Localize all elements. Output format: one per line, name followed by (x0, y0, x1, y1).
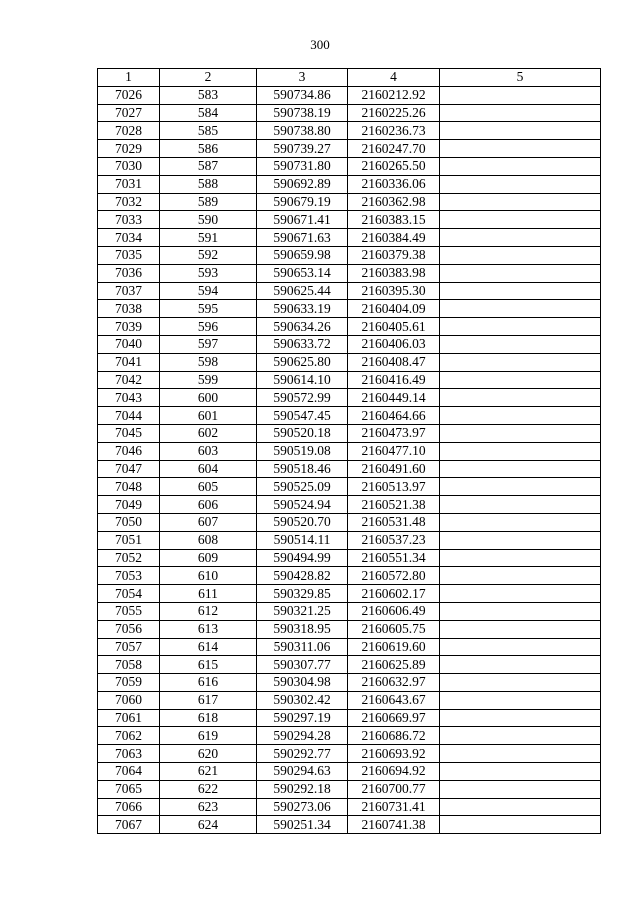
cell-y-coordinate: 2160336.06 (348, 175, 440, 193)
cell-note (440, 246, 601, 264)
cell-row-number: 7028 (98, 122, 160, 140)
cell-point-number: 619 (160, 727, 257, 745)
table-row (98, 549, 601, 567)
cell-note (440, 478, 601, 496)
cell-point-number: 586 (160, 140, 257, 158)
cell-y-coordinate: 2160693.92 (348, 745, 440, 763)
cell-point-number: 583 (160, 86, 257, 104)
cell-y-coordinate: 2160383.15 (348, 211, 440, 229)
cell-x-coordinate: 590294.28 (257, 727, 348, 745)
cell-point-number: 598 (160, 353, 257, 371)
table-row (98, 211, 601, 229)
cell-note (440, 620, 601, 638)
cell-row-number: 7058 (98, 656, 160, 674)
cell-note (440, 122, 601, 140)
cell-note (440, 300, 601, 318)
cell-row-number: 7065 (98, 780, 160, 798)
cell-point-number: 622 (160, 780, 257, 798)
cell-x-coordinate: 590738.80 (257, 122, 348, 140)
column-header-4: 4 (348, 69, 440, 87)
cell-row-number: 7047 (98, 460, 160, 478)
page-number: 300 (310, 37, 330, 52)
cell-point-number: 614 (160, 638, 257, 656)
cell-x-coordinate: 590520.18 (257, 424, 348, 442)
cell-y-coordinate: 2160731.41 (348, 798, 440, 816)
cell-note (440, 745, 601, 763)
cell-y-coordinate: 2160619.60 (348, 638, 440, 656)
column-header-3: 3 (257, 69, 348, 87)
cell-point-number: 611 (160, 585, 257, 603)
cell-row-number: 7042 (98, 371, 160, 389)
table-row (98, 140, 601, 158)
table-row (98, 353, 601, 371)
table-row (98, 460, 601, 478)
cell-point-number: 607 (160, 513, 257, 531)
cell-point-number: 618 (160, 709, 257, 727)
cell-point-number: 617 (160, 691, 257, 709)
cell-x-coordinate: 590524.94 (257, 496, 348, 514)
cell-y-coordinate: 2160537.23 (348, 531, 440, 549)
cell-row-number: 7038 (98, 300, 160, 318)
cell-point-number: 595 (160, 300, 257, 318)
cell-row-number: 7045 (98, 424, 160, 442)
cell-row-number: 7054 (98, 585, 160, 603)
cell-row-number: 7060 (98, 691, 160, 709)
table-row (98, 674, 601, 692)
cell-note (440, 193, 601, 211)
cell-point-number: 594 (160, 282, 257, 300)
cell-note (440, 104, 601, 122)
coordinates-table (97, 68, 601, 834)
cell-note (440, 229, 601, 247)
cell-x-coordinate: 590518.46 (257, 460, 348, 478)
cell-row-number: 7044 (98, 407, 160, 425)
cell-point-number: 584 (160, 104, 257, 122)
cell-x-coordinate: 590634.26 (257, 318, 348, 336)
cell-row-number: 7030 (98, 157, 160, 175)
cell-y-coordinate: 2160449.14 (348, 389, 440, 407)
cell-row-number: 7063 (98, 745, 160, 763)
table-row (98, 389, 601, 407)
cell-point-number: 585 (160, 122, 257, 140)
table-row (98, 157, 601, 175)
cell-y-coordinate: 2160625.89 (348, 656, 440, 674)
cell-note (440, 549, 601, 567)
cell-point-number: 615 (160, 656, 257, 674)
cell-y-coordinate: 2160265.50 (348, 157, 440, 175)
column-header-5: 5 (440, 69, 601, 87)
cell-row-number: 7034 (98, 229, 160, 247)
cell-note (440, 353, 601, 371)
cell-x-coordinate: 590329.85 (257, 585, 348, 603)
cell-x-coordinate: 590671.41 (257, 211, 348, 229)
table-row (98, 585, 601, 603)
cell-point-number: 602 (160, 424, 257, 442)
table-row (98, 86, 601, 104)
cell-point-number: 603 (160, 442, 257, 460)
cell-y-coordinate: 2160694.92 (348, 763, 440, 781)
cell-point-number: 605 (160, 478, 257, 496)
cell-x-coordinate: 590731.80 (257, 157, 348, 175)
cell-x-coordinate: 590653.14 (257, 264, 348, 282)
cell-x-coordinate: 590547.45 (257, 407, 348, 425)
table-row (98, 300, 601, 318)
cell-y-coordinate: 2160669.97 (348, 709, 440, 727)
cell-row-number: 7062 (98, 727, 160, 745)
cell-row-number: 7031 (98, 175, 160, 193)
cell-note (440, 798, 601, 816)
cell-point-number: 609 (160, 549, 257, 567)
table-row (98, 371, 601, 389)
cell-point-number: 593 (160, 264, 257, 282)
cell-row-number: 7057 (98, 638, 160, 656)
cell-point-number: 623 (160, 798, 257, 816)
cell-row-number: 7051 (98, 531, 160, 549)
cell-note (440, 407, 601, 425)
cell-x-coordinate: 590294.63 (257, 763, 348, 781)
table-row (98, 442, 601, 460)
table-row (98, 620, 601, 638)
cell-y-coordinate: 2160247.70 (348, 140, 440, 158)
cell-y-coordinate: 2160686.72 (348, 727, 440, 745)
cell-row-number: 7040 (98, 335, 160, 353)
cell-x-coordinate: 590514.11 (257, 531, 348, 549)
table-row (98, 763, 601, 781)
cell-row-number: 7053 (98, 567, 160, 585)
cell-x-coordinate: 590307.77 (257, 656, 348, 674)
cell-note (440, 424, 601, 442)
cell-row-number: 7037 (98, 282, 160, 300)
cell-point-number: 590 (160, 211, 257, 229)
cell-point-number: 600 (160, 389, 257, 407)
cell-x-coordinate: 590525.09 (257, 478, 348, 496)
cell-point-number: 596 (160, 318, 257, 336)
cell-x-coordinate: 590302.42 (257, 691, 348, 709)
cell-y-coordinate: 2160531.48 (348, 513, 440, 531)
cell-note (440, 691, 601, 709)
cell-x-coordinate: 590311.06 (257, 638, 348, 656)
cell-row-number: 7039 (98, 318, 160, 336)
cell-note (440, 727, 601, 745)
table-row (98, 691, 601, 709)
cell-note (440, 816, 601, 834)
table-row (98, 567, 601, 585)
table-row (98, 193, 601, 211)
cell-row-number: 7049 (98, 496, 160, 514)
cell-point-number: 616 (160, 674, 257, 692)
column-header-2: 2 (160, 69, 257, 87)
cell-point-number: 621 (160, 763, 257, 781)
cell-x-coordinate: 590739.27 (257, 140, 348, 158)
cell-y-coordinate: 2160362.98 (348, 193, 440, 211)
table-row (98, 122, 601, 140)
cell-row-number: 7035 (98, 246, 160, 264)
table-row (98, 798, 601, 816)
cell-x-coordinate: 590428.82 (257, 567, 348, 585)
cell-x-coordinate: 590321.25 (257, 602, 348, 620)
cell-x-coordinate: 590659.98 (257, 246, 348, 264)
cell-note (440, 335, 601, 353)
cell-x-coordinate: 590273.06 (257, 798, 348, 816)
cell-note (440, 264, 601, 282)
cell-note (440, 371, 601, 389)
cell-y-coordinate: 2160632.97 (348, 674, 440, 692)
table-row (98, 745, 601, 763)
cell-y-coordinate: 2160606.49 (348, 602, 440, 620)
cell-x-coordinate: 590494.99 (257, 549, 348, 567)
cell-point-number: 604 (160, 460, 257, 478)
column-header-1: 1 (98, 69, 160, 87)
cell-note (440, 585, 601, 603)
cell-note (440, 763, 601, 781)
cell-y-coordinate: 2160379.38 (348, 246, 440, 264)
cell-y-coordinate: 2160464.66 (348, 407, 440, 425)
table-row (98, 531, 601, 549)
cell-row-number: 7055 (98, 602, 160, 620)
cell-point-number: 587 (160, 157, 257, 175)
cell-row-number: 7050 (98, 513, 160, 531)
cell-x-coordinate: 590738.19 (257, 104, 348, 122)
cell-point-number: 599 (160, 371, 257, 389)
cell-note (440, 318, 601, 336)
table-row (98, 816, 601, 834)
cell-point-number: 613 (160, 620, 257, 638)
cell-x-coordinate: 590625.44 (257, 282, 348, 300)
table-row (98, 638, 601, 656)
table-row (98, 709, 601, 727)
cell-row-number: 7033 (98, 211, 160, 229)
table-row (98, 478, 601, 496)
table-row (98, 407, 601, 425)
cell-y-coordinate: 2160404.09 (348, 300, 440, 318)
cell-row-number: 7059 (98, 674, 160, 692)
table-row (98, 656, 601, 674)
cell-y-coordinate: 2160551.34 (348, 549, 440, 567)
cell-row-number: 7029 (98, 140, 160, 158)
cell-note (440, 638, 601, 656)
cell-row-number: 7046 (98, 442, 160, 460)
cell-note (440, 674, 601, 692)
cell-point-number: 591 (160, 229, 257, 247)
cell-note (440, 496, 601, 514)
cell-row-number: 7052 (98, 549, 160, 567)
cell-x-coordinate: 590633.72 (257, 335, 348, 353)
cell-x-coordinate: 590614.10 (257, 371, 348, 389)
cell-x-coordinate: 590304.98 (257, 674, 348, 692)
cell-row-number: 7056 (98, 620, 160, 638)
cell-note (440, 656, 601, 674)
table-row (98, 282, 601, 300)
cell-x-coordinate: 590671.63 (257, 229, 348, 247)
cell-point-number: 606 (160, 496, 257, 514)
cell-x-coordinate: 590692.89 (257, 175, 348, 193)
cell-note (440, 709, 601, 727)
cell-y-coordinate: 2160395.30 (348, 282, 440, 300)
cell-y-coordinate: 2160225.26 (348, 104, 440, 122)
cell-point-number: 601 (160, 407, 257, 425)
cell-note (440, 389, 601, 407)
cell-x-coordinate: 590519.08 (257, 442, 348, 460)
cell-row-number: 7064 (98, 763, 160, 781)
table-row (98, 335, 601, 353)
cell-point-number: 624 (160, 816, 257, 834)
cell-y-coordinate: 2160602.17 (348, 585, 440, 603)
cell-note (440, 175, 601, 193)
cell-x-coordinate: 590625.80 (257, 353, 348, 371)
table-row (98, 175, 601, 193)
table-body (98, 86, 601, 833)
cell-note (440, 140, 601, 158)
cell-note (440, 157, 601, 175)
table-row (98, 727, 601, 745)
cell-row-number: 7041 (98, 353, 160, 371)
table-row (98, 513, 601, 531)
cell-row-number: 7043 (98, 389, 160, 407)
cell-y-coordinate: 2160473.97 (348, 424, 440, 442)
cell-y-coordinate: 2160406.03 (348, 335, 440, 353)
cell-row-number: 7066 (98, 798, 160, 816)
cell-y-coordinate: 2160572.80 (348, 567, 440, 585)
table-row (98, 780, 601, 798)
cell-y-coordinate: 2160416.49 (348, 371, 440, 389)
cell-x-coordinate: 590679.19 (257, 193, 348, 211)
cell-note (440, 531, 601, 549)
cell-note (440, 282, 601, 300)
cell-note (440, 513, 601, 531)
cell-note (440, 602, 601, 620)
table-row (98, 264, 601, 282)
cell-row-number: 7048 (98, 478, 160, 496)
table-row (98, 229, 601, 247)
table-row (98, 318, 601, 336)
cell-point-number: 597 (160, 335, 257, 353)
cell-note (440, 86, 601, 104)
table-row (98, 246, 601, 264)
cell-y-coordinate: 2160605.75 (348, 620, 440, 638)
cell-y-coordinate: 2160384.49 (348, 229, 440, 247)
cell-point-number: 588 (160, 175, 257, 193)
cell-y-coordinate: 2160405.61 (348, 318, 440, 336)
cell-point-number: 612 (160, 602, 257, 620)
cell-x-coordinate: 590520.70 (257, 513, 348, 531)
cell-y-coordinate: 2160236.73 (348, 122, 440, 140)
cell-y-coordinate: 2160477.10 (348, 442, 440, 460)
cell-point-number: 592 (160, 246, 257, 264)
cell-x-coordinate: 590318.95 (257, 620, 348, 638)
cell-point-number: 608 (160, 531, 257, 549)
cell-point-number: 620 (160, 745, 257, 763)
cell-row-number: 7027 (98, 104, 160, 122)
cell-point-number: 610 (160, 567, 257, 585)
cell-point-number: 589 (160, 193, 257, 211)
cell-x-coordinate: 590251.34 (257, 816, 348, 834)
cell-x-coordinate: 590734.86 (257, 86, 348, 104)
cell-x-coordinate: 590292.77 (257, 745, 348, 763)
table-row (98, 424, 601, 442)
cell-note (440, 211, 601, 229)
table-row (98, 104, 601, 122)
cell-row-number: 7036 (98, 264, 160, 282)
cell-y-coordinate: 2160383.98 (348, 264, 440, 282)
table-header-row (98, 69, 601, 87)
cell-y-coordinate: 2160513.97 (348, 478, 440, 496)
cell-note (440, 442, 601, 460)
cell-row-number: 7032 (98, 193, 160, 211)
cell-y-coordinate: 2160408.47 (348, 353, 440, 371)
cell-row-number: 7026 (98, 86, 160, 104)
cell-y-coordinate: 2160700.77 (348, 780, 440, 798)
cell-y-coordinate: 2160491.60 (348, 460, 440, 478)
cell-x-coordinate: 590292.18 (257, 780, 348, 798)
table-row (98, 496, 601, 514)
cell-note (440, 567, 601, 585)
cell-y-coordinate: 2160643.67 (348, 691, 440, 709)
table-row (98, 602, 601, 620)
cell-y-coordinate: 2160212.92 (348, 86, 440, 104)
cell-x-coordinate: 590633.19 (257, 300, 348, 318)
cell-row-number: 7067 (98, 816, 160, 834)
cell-note (440, 780, 601, 798)
cell-y-coordinate: 2160521.38 (348, 496, 440, 514)
cell-x-coordinate: 590572.99 (257, 389, 348, 407)
cell-note (440, 460, 601, 478)
cell-y-coordinate: 2160741.38 (348, 816, 440, 834)
cell-row-number: 7061 (98, 709, 160, 727)
cell-x-coordinate: 590297.19 (257, 709, 348, 727)
